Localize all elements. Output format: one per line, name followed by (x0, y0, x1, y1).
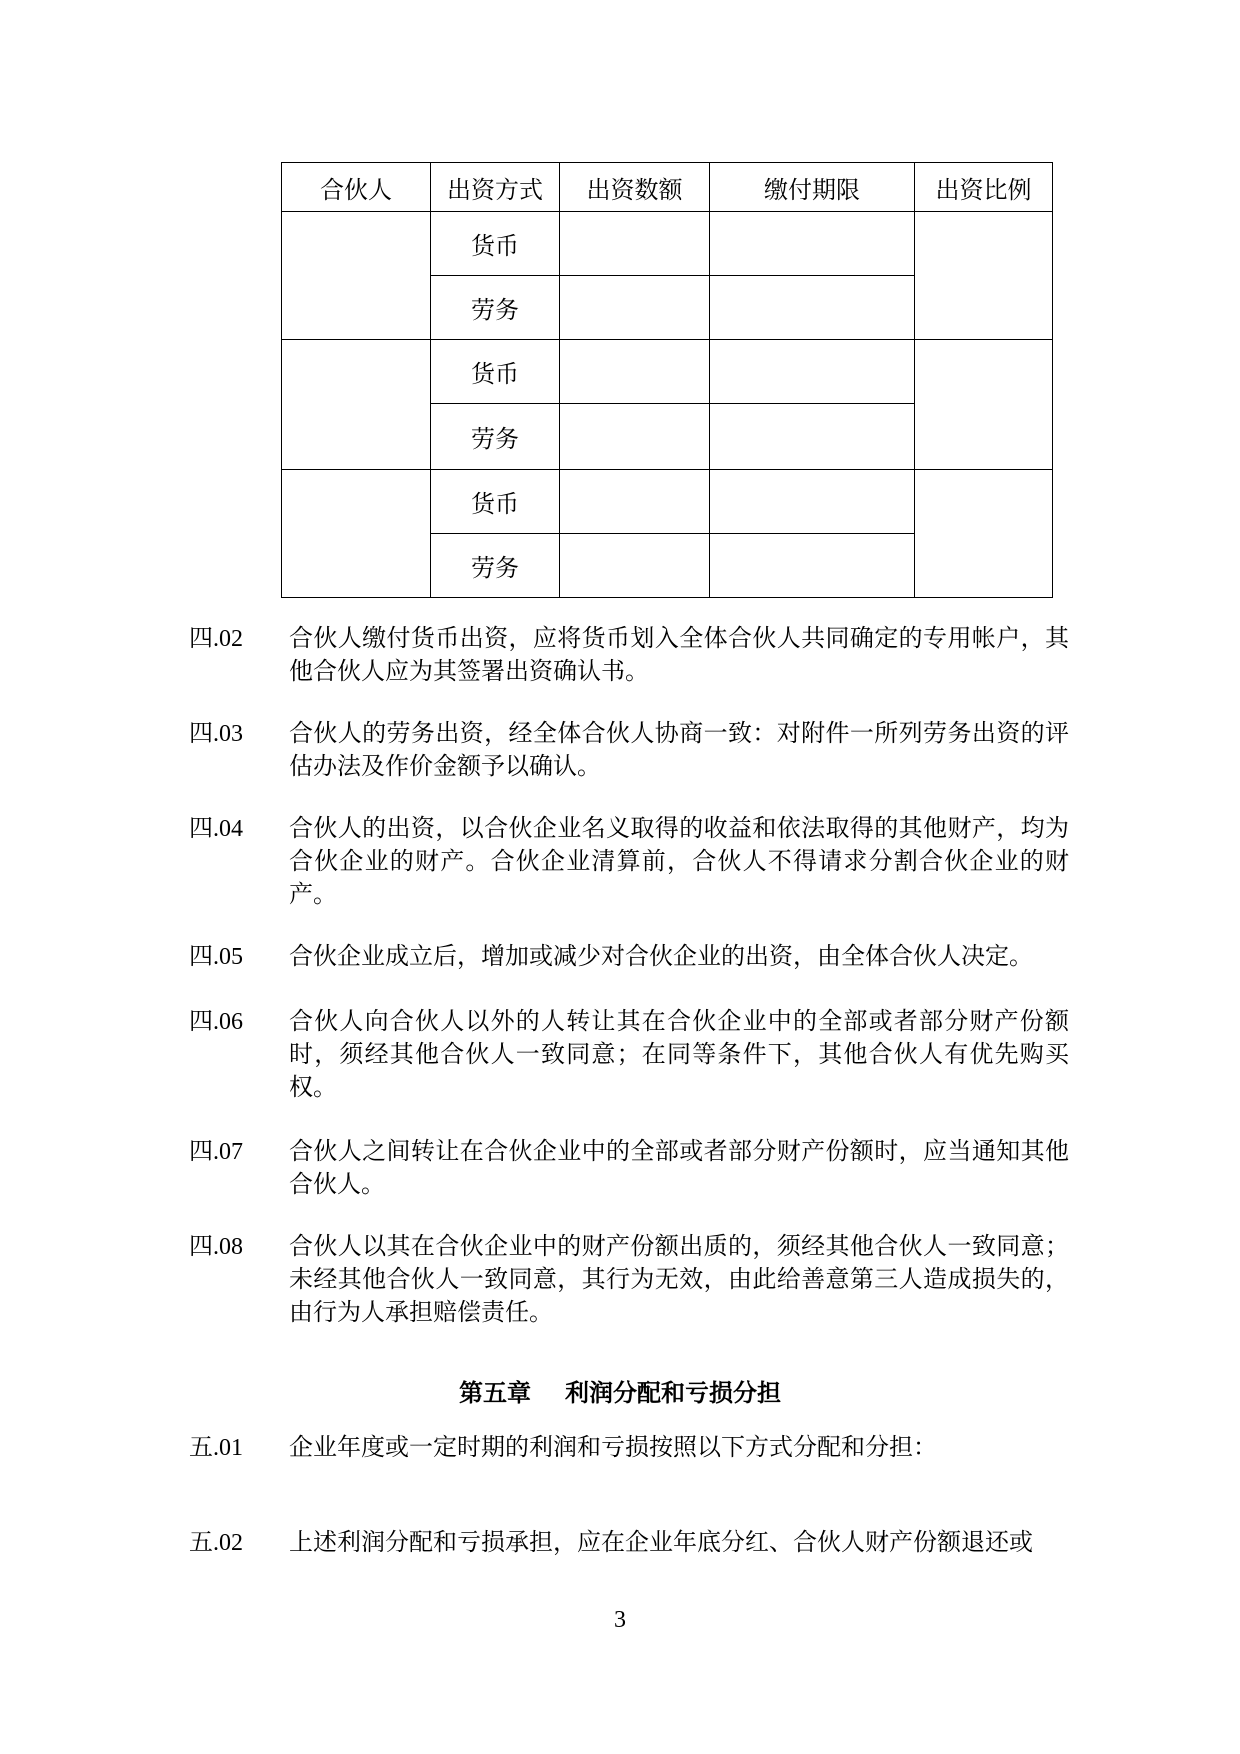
header-contribution-ratio: 出资比例 (915, 163, 1053, 212)
clause-number: 四.05 (189, 944, 243, 970)
chapter-heading (0, 1373, 1240, 1408)
amount-cell (560, 534, 710, 598)
header-contribution-method: 出资方式 (431, 163, 560, 212)
amount-cell (560, 212, 710, 276)
clause-4-04 (189, 813, 1069, 912)
table-row (282, 212, 1053, 276)
clause-4-08 (189, 1231, 1069, 1330)
clause-4-03 (189, 718, 1069, 784)
clause-4-07 (189, 1136, 1069, 1202)
chapter-label: 第五章 (459, 1381, 531, 1407)
method-cell: 劳务 (431, 276, 560, 340)
partner-cell (282, 340, 431, 470)
deadline-cell (710, 340, 915, 404)
clause-text: 合伙人以其在合伙企业中的财产份额出质的，须经其他合伙人一致同意；未经其他合伙人一致同意，其行为无效，由此给善意第三人造成损失的，由行为人承担赔偿责任。 (289, 1234, 1069, 1326)
method-cell: 劳务 (431, 534, 560, 598)
clause-4-02 (189, 623, 1069, 689)
page-number: 3 (614, 1607, 626, 1633)
deadline-cell (710, 212, 915, 276)
clause-text: 合伙人之间转让在合伙企业中的全部或者部分财产份额时，应当通知其他合伙人。 (289, 1139, 1069, 1198)
clause-number: 四.06 (189, 1009, 243, 1035)
header-contribution-amount: 出资数额 (560, 163, 710, 212)
clause-4-05 (189, 941, 1069, 974)
method-cell: 货币 (431, 340, 560, 404)
ratio-cell (915, 212, 1053, 340)
clause-text: 合伙人缴付货币出资，应将货币划入全体合伙人共同确定的专用帐户，其他合伙人应为其签署出资确认书。 (289, 626, 1069, 685)
capital-contribution-table (281, 162, 1053, 598)
clause-4-06 (189, 1006, 1069, 1105)
clause-number: 四.07 (189, 1139, 243, 1165)
clause-text: 合伙人向合伙人以外的人转让其在合伙企业中的全部或者部分财产份额时，须经其他合伙人一致同意；在同等条件下，其他合伙人有优先购买权。 (289, 1009, 1069, 1101)
method-cell: 货币 (431, 212, 560, 276)
table-row (282, 470, 1053, 534)
deadline-cell (710, 470, 915, 534)
header-payment-deadline: 缴付期限 (710, 163, 915, 212)
clause-number: 五.01 (189, 1435, 243, 1461)
clause-text: 合伙企业成立后，增加或减少对合伙企业的出资，由全体合伙人决定。 (289, 944, 1033, 970)
deadline-cell (710, 534, 915, 598)
ratio-cell (915, 470, 1053, 598)
table-row (282, 340, 1053, 404)
clause-text: 合伙人的劳务出资，经全体合伙人协商一致：对附件一所列劳务出资的评估办法及作价金额予以确认。 (289, 721, 1069, 780)
partner-cell (282, 470, 431, 598)
partner-cell (282, 212, 431, 340)
ratio-cell (915, 340, 1053, 470)
clause-number: 四.08 (189, 1234, 243, 1260)
clause-5-01 (189, 1432, 1069, 1465)
header-partner: 合伙人 (282, 163, 431, 212)
clause-number: 五.02 (189, 1530, 243, 1556)
amount-cell (560, 404, 710, 470)
chapter-title: 利润分配和亏损分担 (565, 1381, 781, 1407)
clause-5-02 (189, 1527, 1069, 1560)
clause-text: 合伙人的出资，以合伙企业名义取得的收益和依法取得的其他财产，均为合伙企业的财产。合伙企业清算前，合伙人不得请求分割合伙企业的财产。 (289, 816, 1069, 908)
method-cell: 劳务 (431, 404, 560, 470)
amount-cell (560, 276, 710, 340)
clause-number: 四.04 (189, 816, 243, 842)
clause-text: 上述利润分配和亏损承担，应在企业年底分红、合伙人财产份额退还或 (289, 1530, 1033, 1556)
deadline-cell (710, 276, 915, 340)
table-header-row (282, 163, 1053, 212)
amount-cell (560, 470, 710, 534)
clause-number: 四.02 (189, 626, 243, 652)
clause-number: 四.03 (189, 721, 243, 747)
deadline-cell (710, 404, 915, 470)
method-cell: 货币 (431, 470, 560, 534)
amount-cell (560, 340, 710, 404)
clause-text: 企业年度或一定时期的利润和亏损按照以下方式分配和分担： (289, 1435, 937, 1461)
